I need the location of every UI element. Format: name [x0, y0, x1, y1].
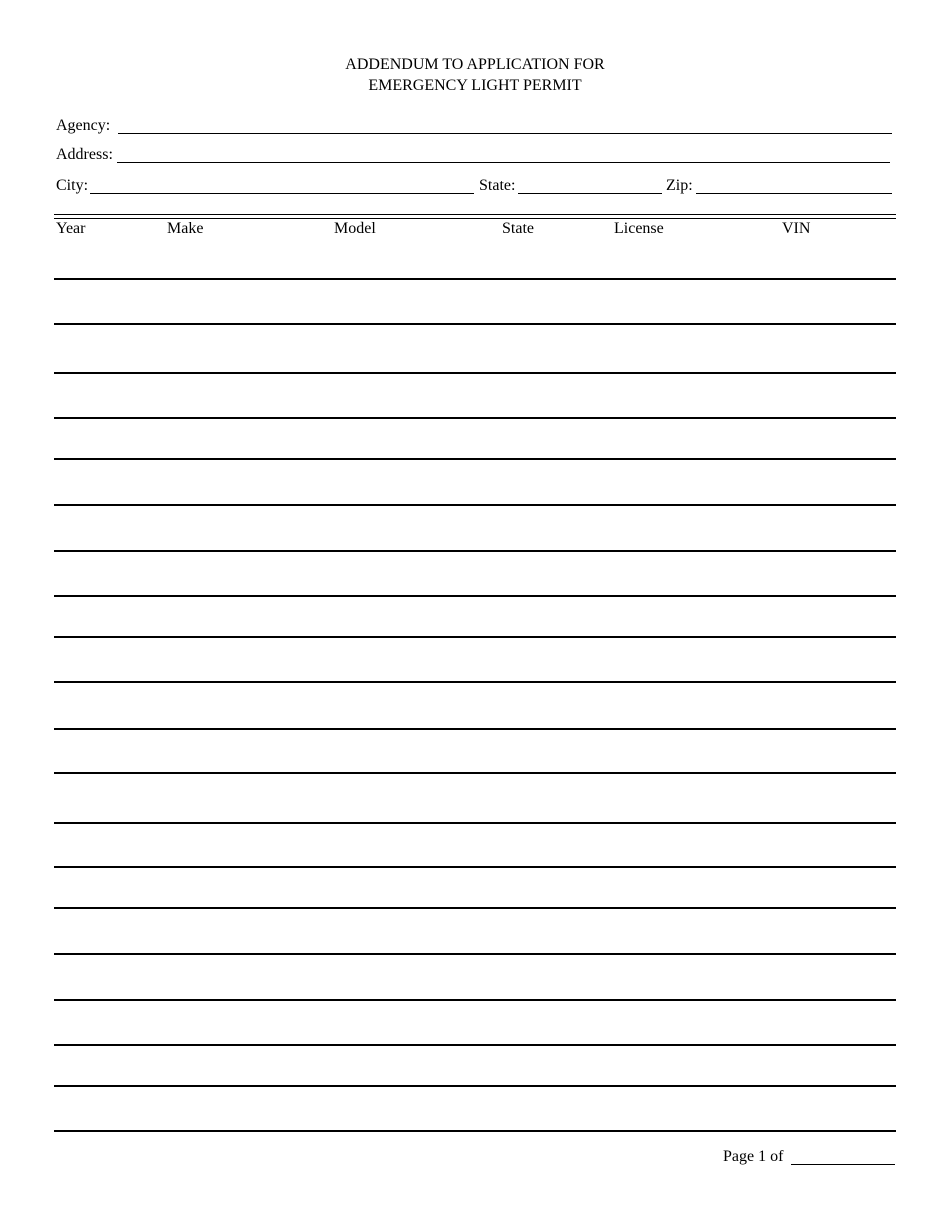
city-state-zip-row	[56, 176, 892, 196]
page-counter	[723, 1147, 783, 1167]
vehicle-row-line[interactable]	[54, 1130, 896, 1132]
vehicle-row-line[interactable]	[54, 278, 896, 280]
zip-label: Zip:	[666, 177, 693, 194]
column-header-license: License	[614, 220, 664, 237]
column-header-model: Model	[334, 220, 376, 237]
address-field-row	[56, 145, 890, 165]
city-label: City:	[56, 177, 89, 194]
address-label: Address:	[56, 146, 113, 163]
form-title-line-2: EMERGENCY LIGHT PERMIT	[368, 77, 582, 94]
state-label: State:	[479, 177, 516, 194]
total-pages-input-line[interactable]	[791, 1164, 895, 1165]
vehicle-row-line[interactable]	[54, 458, 896, 460]
vehicle-row-line[interactable]	[54, 323, 896, 325]
page-label: Page 1 of	[723, 1148, 784, 1165]
vehicle-row-line[interactable]	[54, 595, 896, 597]
vehicle-row-line[interactable]	[54, 372, 896, 374]
vehicle-row-line[interactable]	[54, 681, 896, 683]
column-header-make: Make	[167, 220, 204, 237]
vehicle-row-line[interactable]	[54, 728, 896, 730]
column-header-vin: VIN	[782, 220, 811, 237]
agency-label: Agency:	[56, 117, 111, 134]
column-header-state: State	[502, 220, 534, 237]
vehicle-row-line[interactable]	[54, 907, 896, 909]
column-header-year: Year	[56, 220, 86, 237]
state-input-line[interactable]	[518, 193, 662, 194]
form-title-line-1: ADDENDUM TO APPLICATION FOR	[345, 56, 605, 73]
zip-input-line[interactable]	[696, 193, 892, 194]
vehicle-row-line[interactable]	[54, 504, 896, 506]
vehicle-row-line[interactable]	[54, 1044, 896, 1046]
vehicle-row-line[interactable]	[54, 822, 896, 824]
address-input-line[interactable]	[117, 162, 890, 163]
vehicle-row-line[interactable]	[54, 999, 896, 1001]
vehicle-row-line[interactable]	[54, 636, 896, 638]
vehicle-row-line[interactable]	[54, 1085, 896, 1087]
vehicle-row-line[interactable]	[54, 550, 896, 552]
city-input-line[interactable]	[90, 193, 474, 194]
vehicle-row-line[interactable]	[54, 417, 896, 419]
table-header-rule-top	[54, 214, 896, 215]
vehicle-row-line[interactable]	[54, 953, 896, 955]
vehicle-row-line[interactable]	[54, 772, 896, 774]
vehicle-row-line[interactable]	[54, 866, 896, 868]
agency-input-line[interactable]	[118, 133, 892, 134]
agency-field-row	[56, 116, 892, 136]
